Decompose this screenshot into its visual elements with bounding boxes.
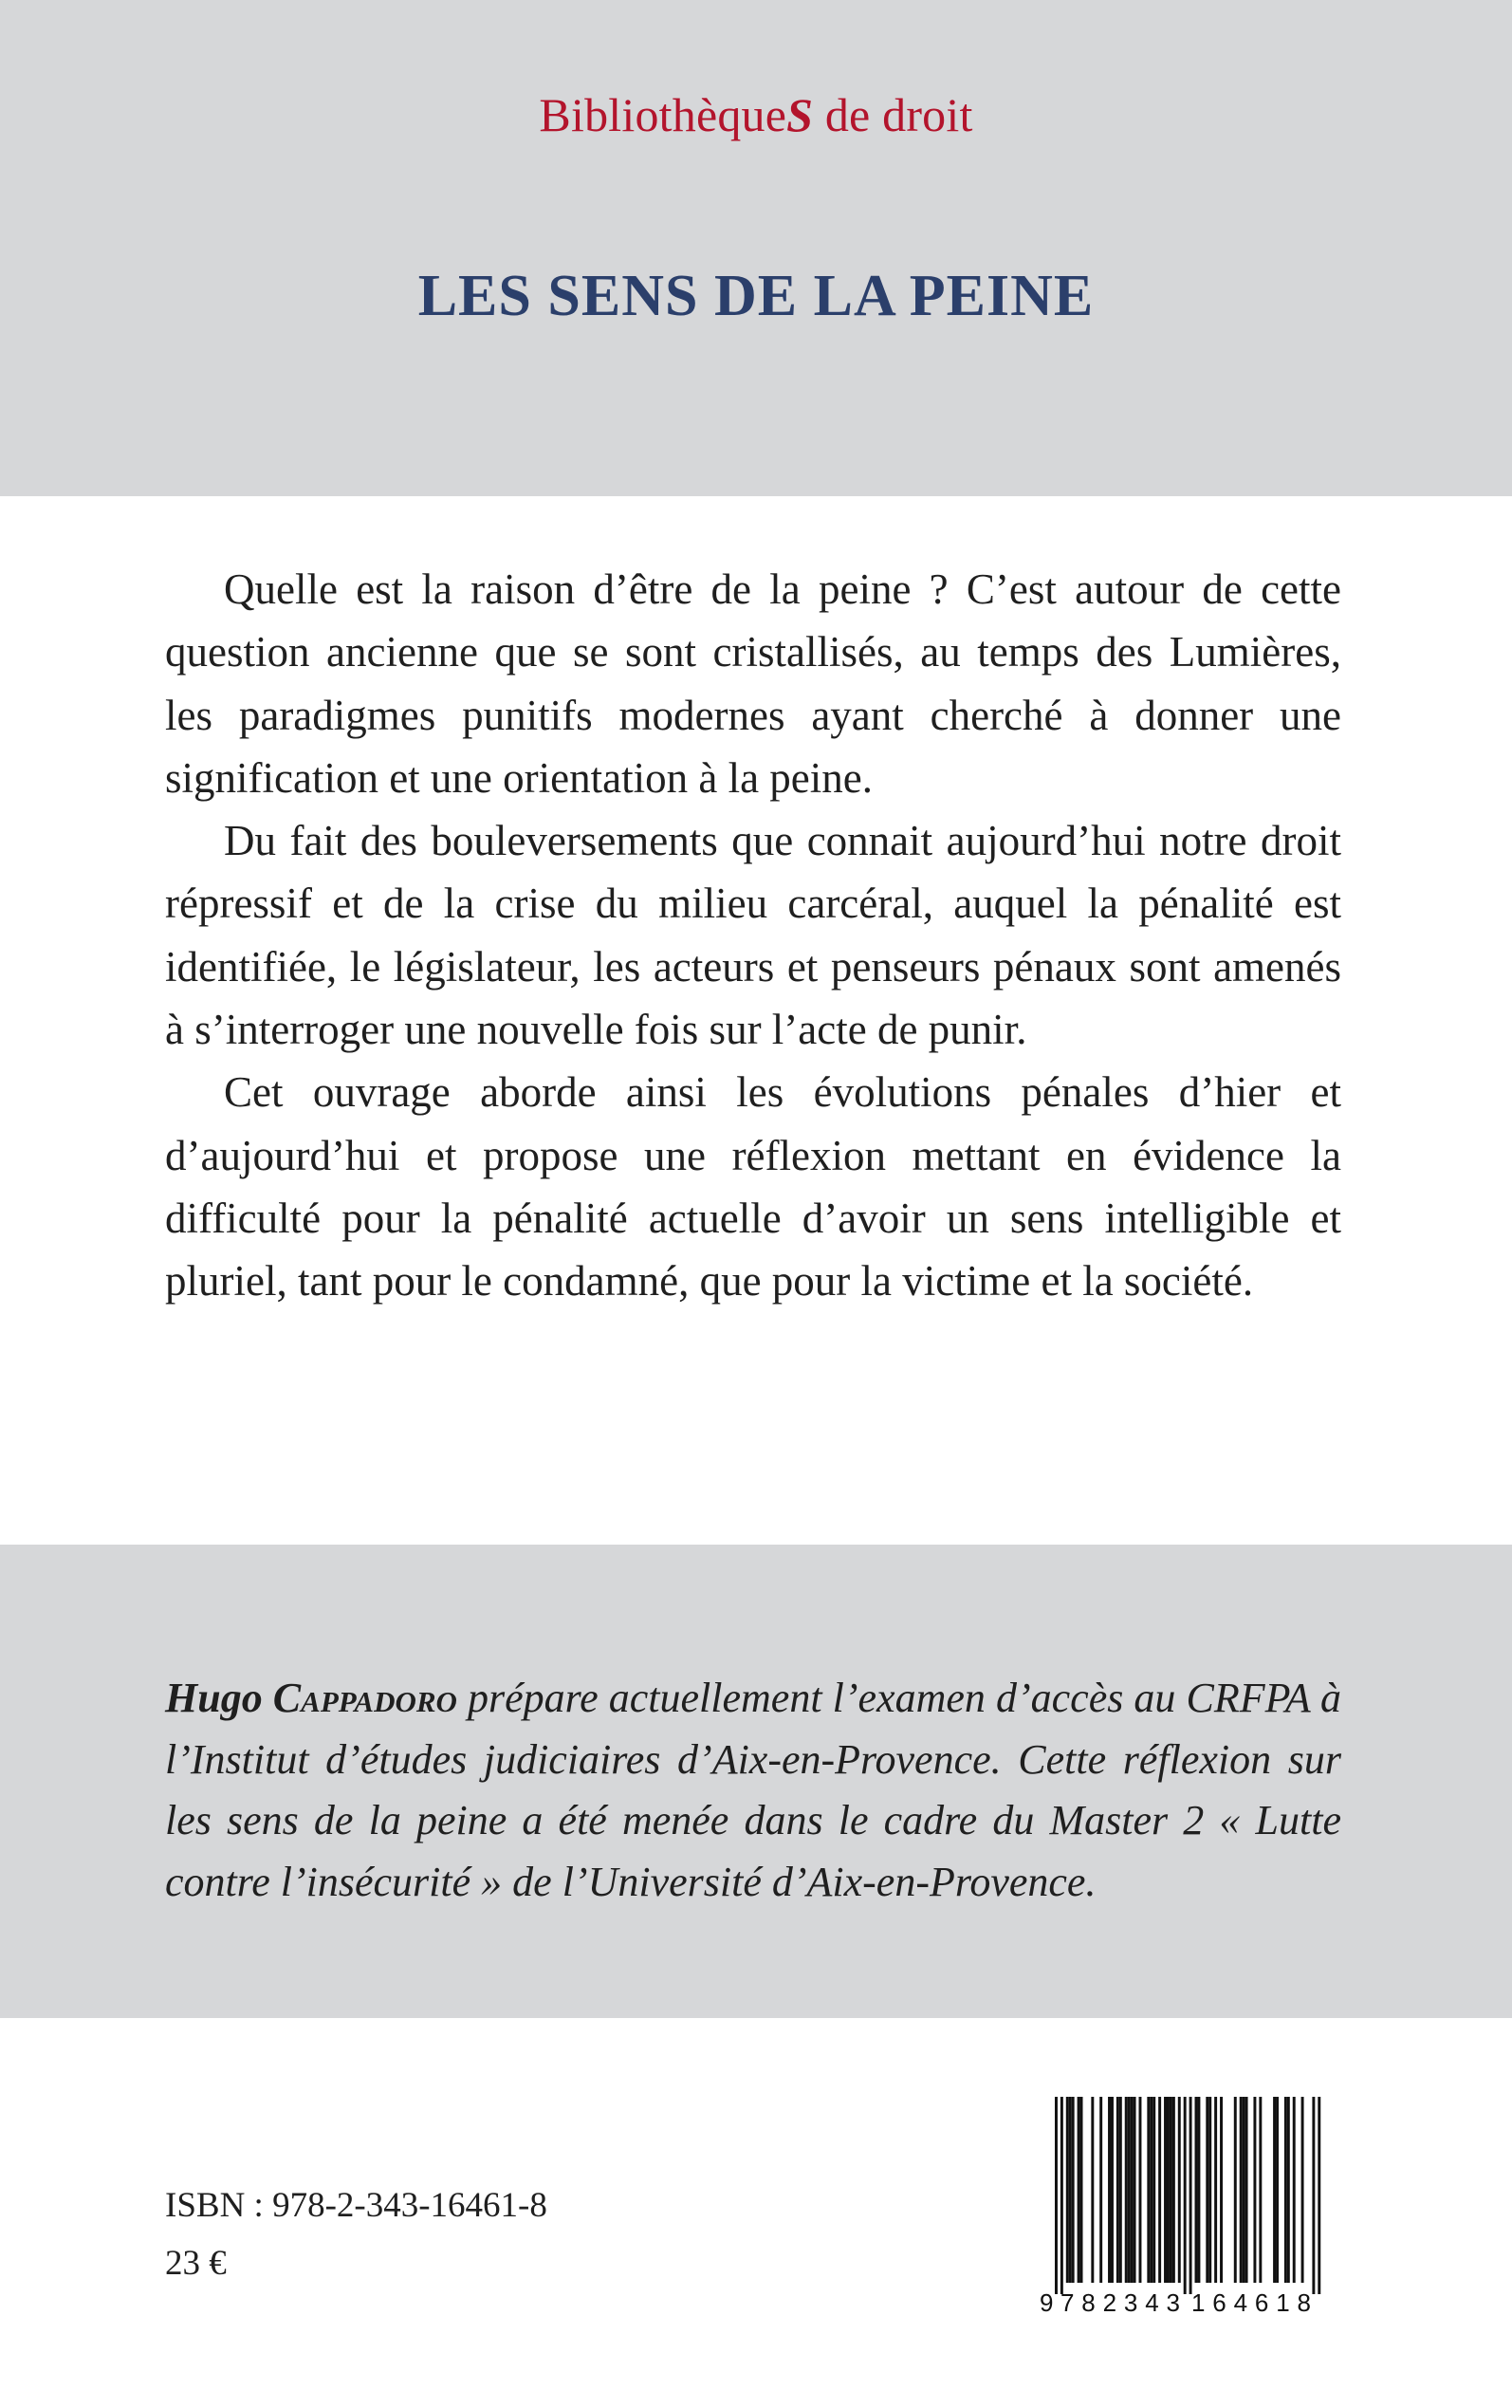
barcode-bar <box>1069 2097 1072 2283</box>
barcode-bar <box>1253 2097 1256 2283</box>
isbn: ISBN : 978-2-343-16461-8 <box>165 2186 547 2225</box>
barcode-bar <box>1318 2097 1320 2294</box>
series-name-end: de droit <box>813 88 973 141</box>
barcode-bar <box>1301 2097 1304 2283</box>
barcode-bar <box>1139 2097 1142 2283</box>
barcode-bar <box>1178 2097 1181 2283</box>
barcode-bar <box>1158 2097 1161 2283</box>
barcode-bar <box>1116 2097 1119 2283</box>
barcode-bar <box>1214 2097 1217 2283</box>
barcode-bar <box>1066 2097 1069 2283</box>
barcode-bar <box>1091 2097 1094 2283</box>
author-last-name: Cappadoro <box>272 1675 457 1721</box>
series-name <box>0 87 1512 142</box>
barcode-bar <box>1099 2097 1102 2283</box>
barcode-bar <box>1150 2097 1152 2283</box>
barcode-bar <box>1078 2097 1080 2283</box>
barcode-bar <box>1060 2097 1063 2294</box>
barcode-digits-left: 782343 <box>1060 2288 1180 2317</box>
barcode-bar <box>1072 2097 1075 2283</box>
author-first-name: Hugo <box>165 1675 263 1721</box>
summary-paragraph: Quelle est la raison d’être de la peine ? C’est autour de cette question ancienne que se sont cristallisés, au temps des Lumières, les paradigmes punitifs modernes ayant cherché à donner une signification et une orientation à la peine. <box>165 565 1341 802</box>
summary-paragraph: Du fait des bouleversements que connait aujourd’hui notre droit répressif et de la crise du milieu carcéral, auquel la pénalité est identifiée, le législateur, les acteurs et penseurs pénaux sont amenés à s’interroger une nouvelle fois sur l’acte de punir. <box>165 817 1341 1054</box>
author-bio <box>165 1668 1341 1913</box>
barcode-bar <box>1128 2097 1131 2283</box>
barcode-bar <box>1259 2097 1262 2283</box>
barcode-bars <box>1055 2097 1320 2294</box>
barcode-bar <box>1293 2097 1296 2283</box>
barcode-bar <box>1276 2097 1279 2283</box>
header-band <box>0 0 1512 496</box>
barcode-bar <box>1134 2097 1136 2283</box>
barcode <box>1040 2097 1334 2317</box>
barcode-bar <box>1189 2097 1192 2294</box>
price: 23 € <box>165 2244 227 2283</box>
barcode-bar <box>1055 2097 1058 2294</box>
barcode-digits-right: 164618 <box>1191 2288 1311 2317</box>
barcode-bar <box>1243 2097 1245 2283</box>
barcode-bar <box>1111 2097 1114 2283</box>
barcode-bar <box>1108 2097 1111 2283</box>
barcode-bar <box>1119 2097 1122 2283</box>
series-name-s: S <box>786 88 814 141</box>
barcode-bar <box>1184 2097 1187 2294</box>
book-title: LES SENS DE LA PEINE <box>417 264 1095 328</box>
barcode-bar <box>1152 2097 1155 2283</box>
barcode-bar <box>1164 2097 1167 2283</box>
barcode-bar <box>1172 2097 1175 2283</box>
barcode-bar <box>1167 2097 1170 2283</box>
barcode-bar <box>1206 2097 1208 2283</box>
barcode-bar <box>1284 2097 1287 2283</box>
summary-paragraph: Cet ouvrage aborde ainsi les évolutions pénales d’hier et d’aujourd’hui et propose une réflexion mettant en évidence la difficulté pour la pénalité actuelle d’avoir un sens intelligible et pluriel, tant pour le condamné, que pour la victime et la société. <box>165 1068 1341 1306</box>
barcode-bar <box>1234 2097 1237 2283</box>
barcode-bar <box>1197 2097 1200 2283</box>
barcode-bar <box>1245 2097 1248 2283</box>
barcode-bar <box>1312 2097 1315 2294</box>
barcode-digit-first: 9 <box>1040 2288 1054 2317</box>
barcode-bar <box>1220 2097 1223 2283</box>
barcode-bar <box>1147 2097 1150 2283</box>
series-name-main: Bibliothèque <box>539 88 787 141</box>
barcode-graphic <box>1040 2097 1334 2317</box>
summary <box>165 558 1341 1313</box>
barcode-bar <box>1170 2097 1172 2283</box>
barcode-bar <box>1208 2097 1211 2283</box>
author-bio-text: prépare actuellement l’examen d’accès au CRFPA à l’Institut d’études judiciaires d’Aix-en-Provence. Cette réflexion sur les sens de la peine a été menée dans le cadre du Master 2 « Lutte contre l’insécurité » de l’Université d’Aix-en-Provence. <box>165 1675 1341 1905</box>
barcode-bar <box>1273 2097 1276 2283</box>
barcode-bar <box>1080 2097 1083 2283</box>
barcode-bar <box>1287 2097 1290 2283</box>
barcode-bar <box>1240 2097 1243 2283</box>
barcode-bar <box>1131 2097 1134 2283</box>
barcode-bar <box>1195 2097 1198 2283</box>
barcode-bar <box>1125 2097 1128 2283</box>
